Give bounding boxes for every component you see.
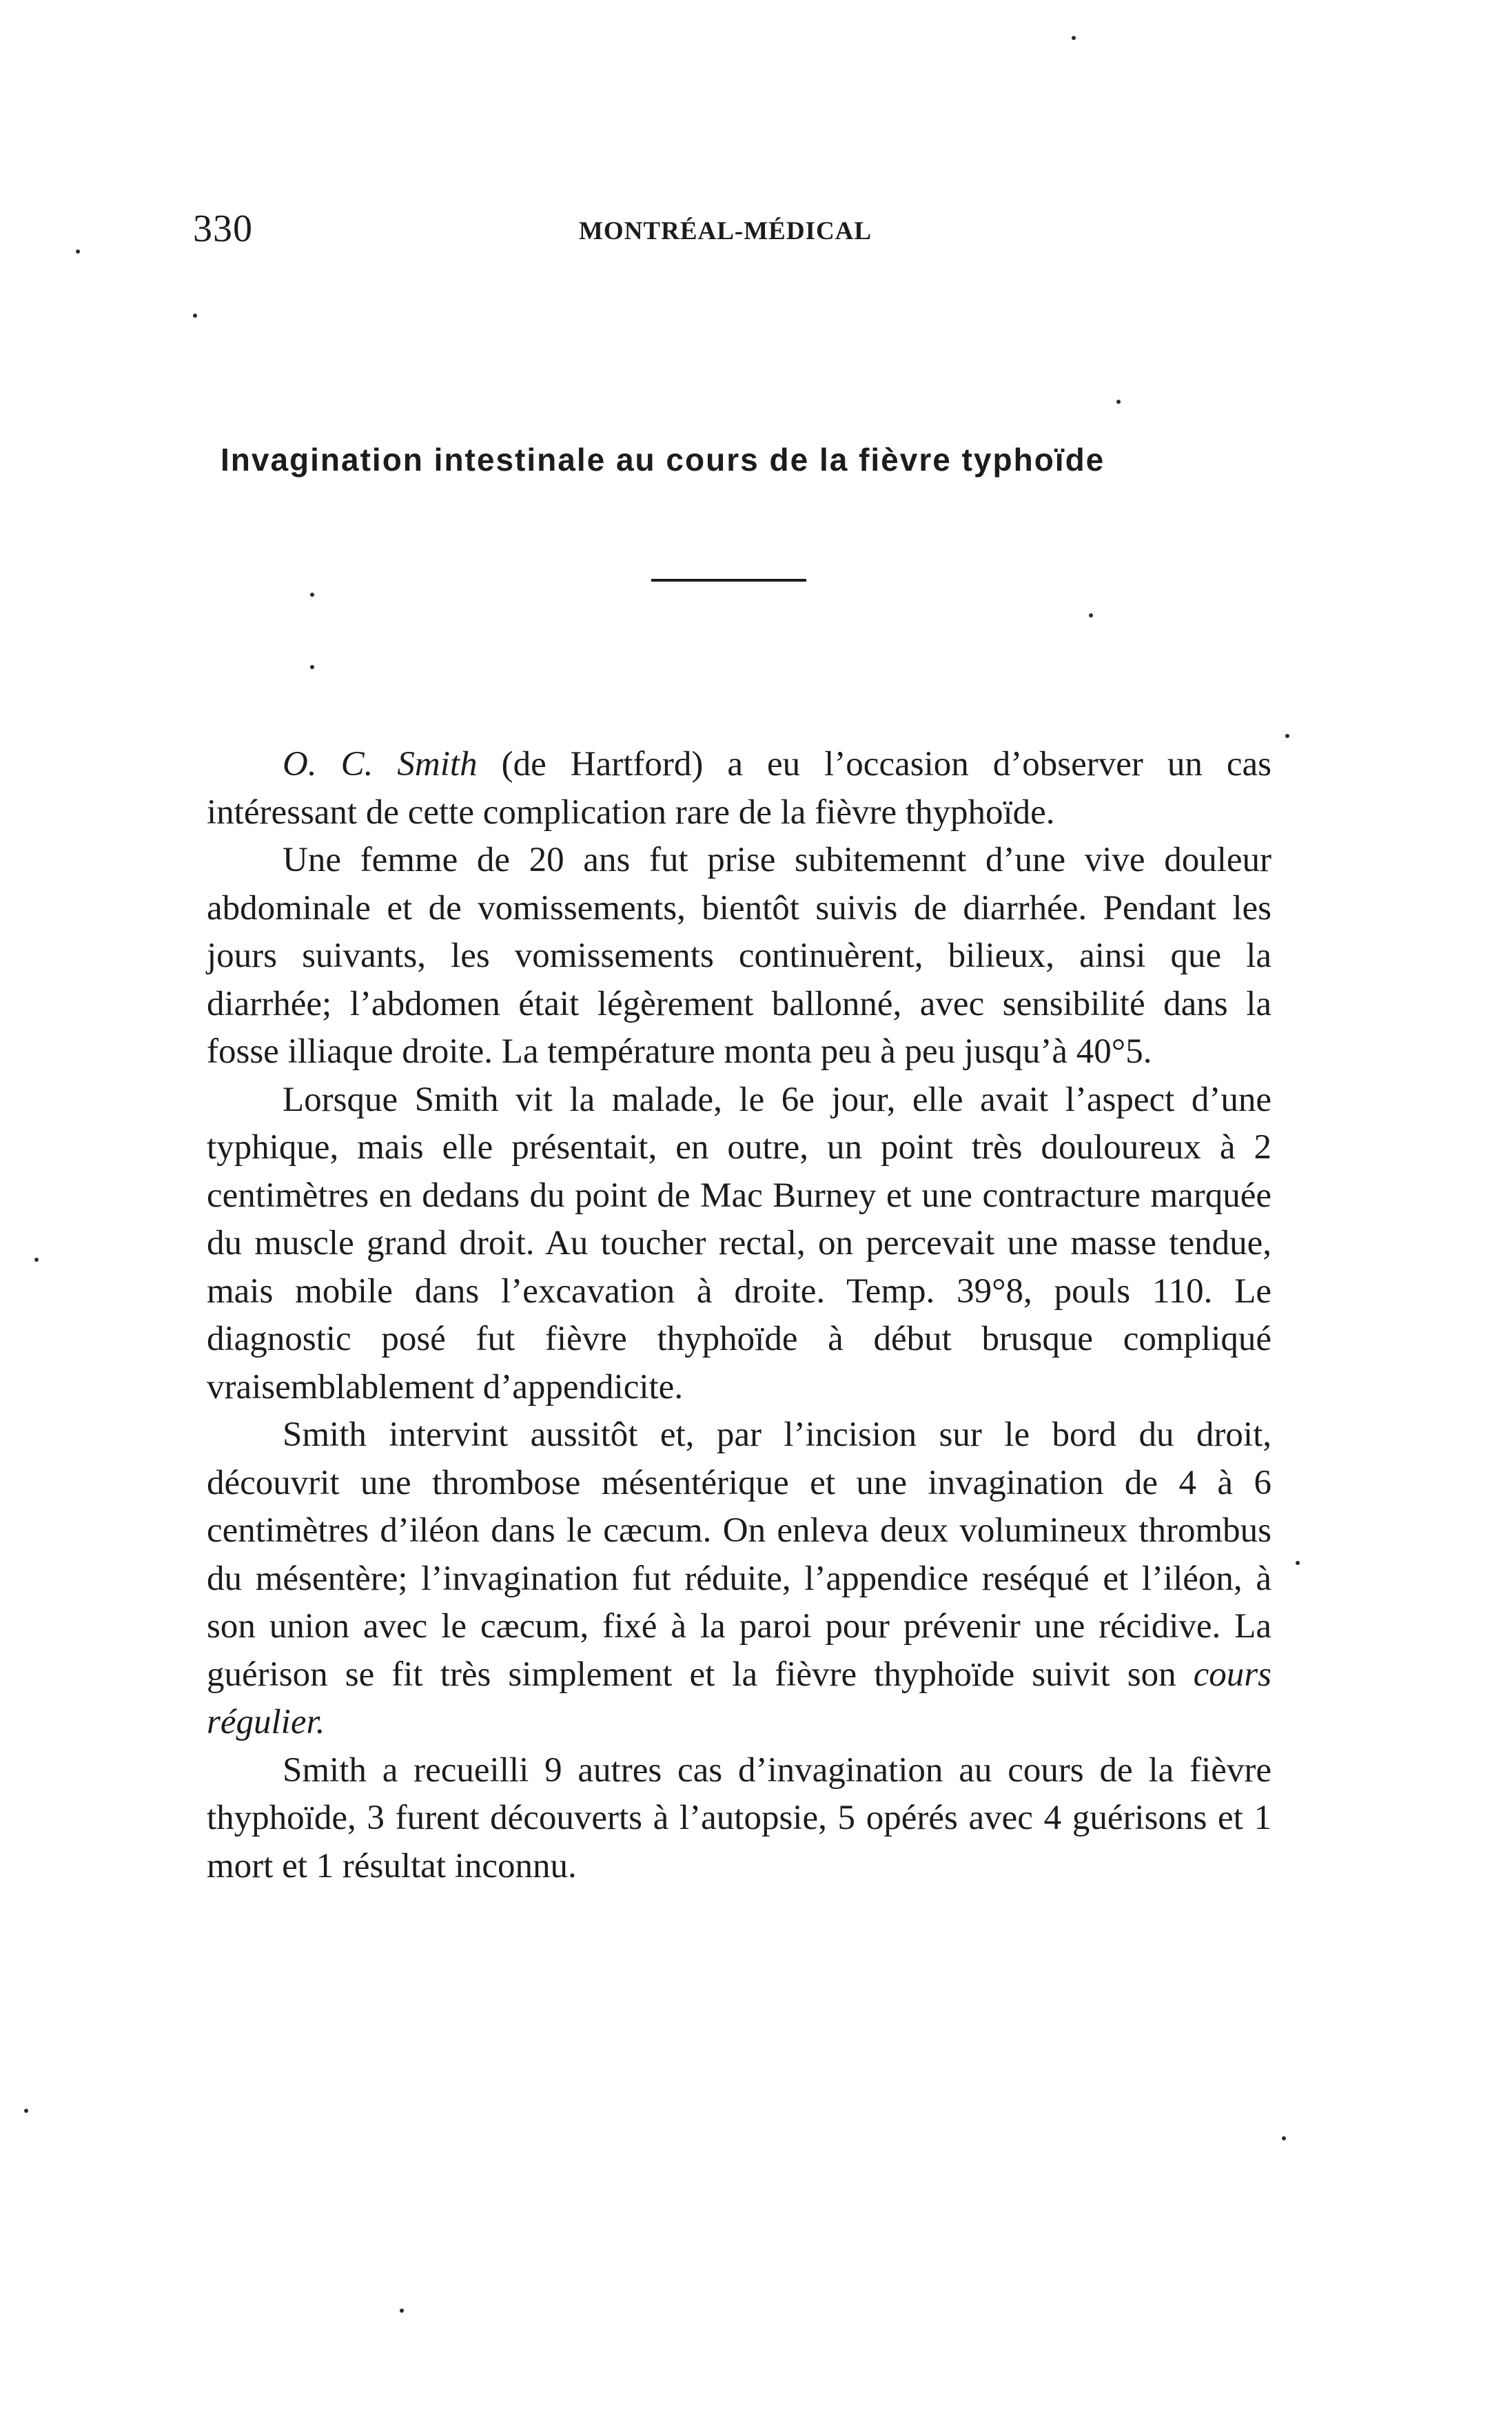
journal-name: MONTRÉAL-MÉDICAL: [579, 217, 872, 245]
scan-speck: [34, 1258, 39, 1262]
paragraph-4-text: Smith intervint aussitôt et, par l’incision sur le bord du droit, découvrit une thrombose mésentérique et une invagination de 4 à 6 centimètres d’iléon dans le cæcum. On enleva deux volumineux thrombus du mésentère; l’invagination fut réduite, l’appendice reséqué et l’iléon, à son union avec le cæcum, fixé à la paroi pour prévenir une récidive. La guérison se fit très simplement et la fièvre thyphoïde suivit son: [207, 1415, 1271, 1694]
scan-speck: [193, 314, 197, 318]
article-body: [207, 741, 1271, 1890]
paragraph-4-italic-tail: cours régulier.: [207, 1655, 1271, 1741]
scan-speck: [1116, 400, 1121, 404]
scan-speck: [24, 2109, 28, 2113]
paragraph-1: [207, 741, 1271, 837]
scan-speck: [76, 249, 80, 254]
paragraph-4: [207, 1411, 1271, 1747]
author-name: O. C. Smith: [283, 745, 478, 784]
scan-speck: [1072, 36, 1076, 40]
scan-speck: [400, 2309, 404, 2313]
paragraph-3: Lorsque Smith vit la malade, le 6e jour, elle avait l’aspect d’une typhique, mais elle présentait, en outre, un point très douloureux à 2 centimètres en dedans du point de Mac Burney et une contracture marquée du muscle grand droit. Au toucher rectal, on percevait une masse tendue, mais mobile dans l’excavation à droite. Temp. 39°8, pouls 110. Le diagnostic posé fut fièvre thyphoïde à début brusque compliqué vraisemblablement d’appendicite.: [207, 1080, 1271, 1407]
running-head: [193, 207, 1213, 262]
paragraph-1-text: (de Hartford) a eu l’occasion d’observer un cas intéressant de cette complication rare de la fièvre thyphoïde.: [207, 745, 1271, 832]
scan-speck: [1296, 1561, 1300, 1565]
scan-speck: [1285, 734, 1289, 738]
paragraph-2: Une femme de 20 ans fut prise subitemennt d’une vive douleur abdominale et de vomissements, bientôt suivis de diarrhée. Pendant les jours suivants, les vomissements continuèrent, bilieux, ainsi que la diarrhée; l’abdomen était légèrement ballonné, avec sensibilité dans la fosse illiaque droite. La température monta peu à peu jusqu’à 40°5.: [207, 841, 1271, 1071]
scan-speck: [1089, 613, 1093, 617]
title-divider: [651, 579, 806, 582]
scan-speck: [310, 665, 314, 669]
article-title: Invagination intestinale au cours de la fièvre typhoïde: [221, 442, 1105, 478]
page-number: 330: [193, 207, 253, 250]
scan-speck: [1282, 2136, 1286, 2140]
paragraph-5: Smith a recueilli 9 autres cas d’invagination au cours de la fièvre thyphoïde, 3 furent découverts à l’autopsie, 5 opérés avec 4 guérisons et 1 mort et 1 résultat inconnu.: [207, 1750, 1271, 1885]
scan-speck: [310, 593, 314, 597]
